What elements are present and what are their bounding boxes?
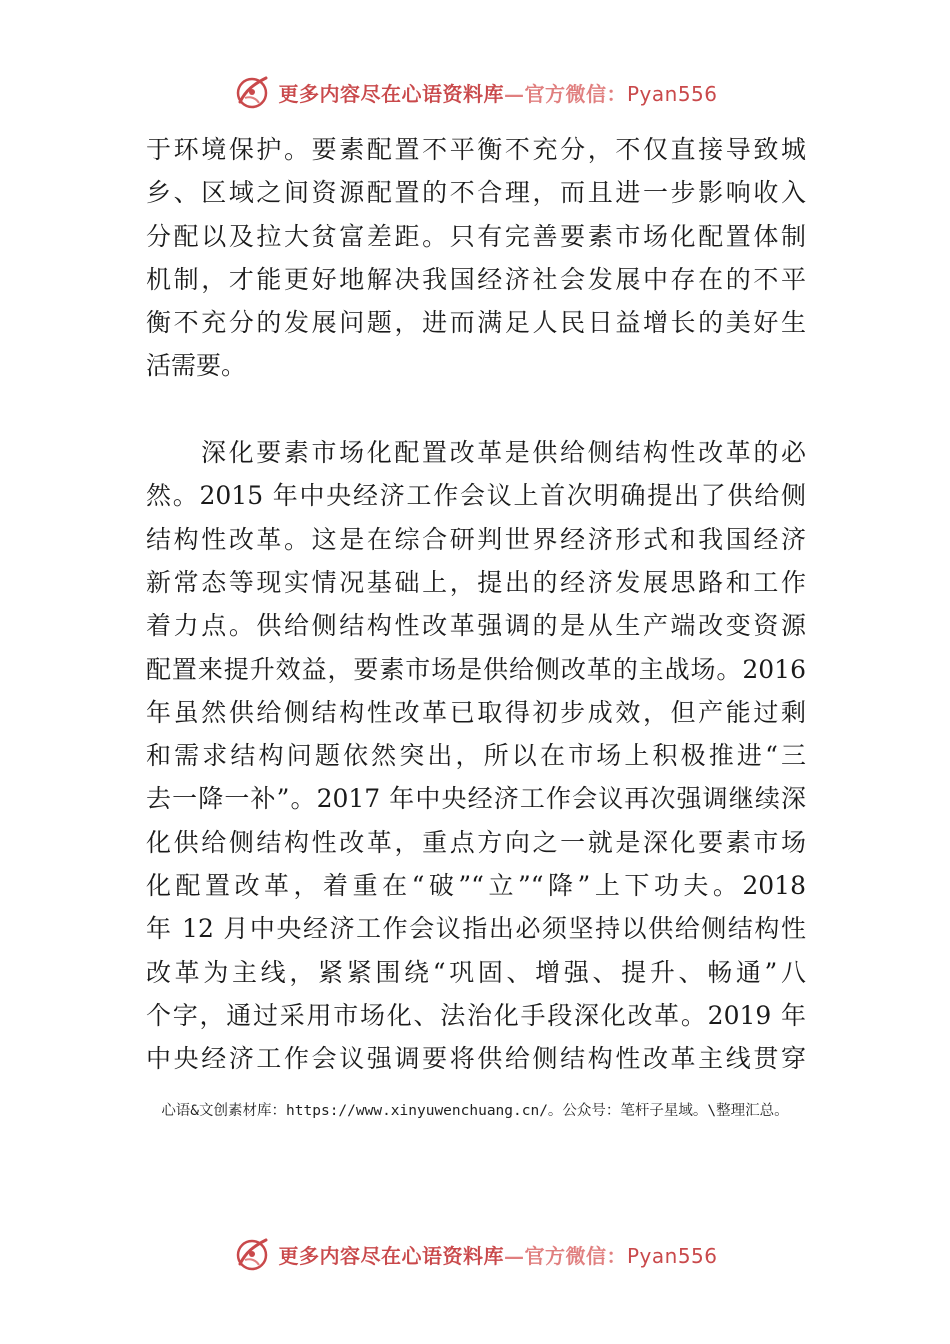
banner-text: 更多内容尽在心语资料库—官方微信：Pyan556 bbox=[278, 1243, 718, 1268]
text-line: 活需要。 bbox=[146, 351, 247, 381]
text-line: 衡不充分的发展问题，进而满足人民日益增长的美好生 bbox=[146, 308, 806, 338]
text-line: 和需求结构问题依然突出，所以在市场上积极推进“三 bbox=[146, 741, 806, 771]
footer-source-note: 心语&文创素材库：https://www.xinyuwenchuang.cn/。公众号：笔杆子星域。\整理汇总。 bbox=[161, 1103, 789, 1119]
text-line: 着力点。供给侧结构性改革强调的是从生产端改变资源 bbox=[146, 611, 806, 641]
text-line: 然。2015 年中央经济工作会议上首次明确提出了供给侧 bbox=[146, 481, 806, 511]
banner-text: 更多内容尽在心语资料库—官方微信：Pyan556 bbox=[278, 81, 718, 106]
text-line: 去一降一补”。2017 年中央经济工作会议再次强调继续深 bbox=[146, 784, 806, 814]
logo-icon bbox=[232, 72, 272, 112]
header-banner bbox=[0, 72, 950, 112]
text-line: 乡、区域之间资源配置的不合理，而且进一步影响收入 bbox=[146, 178, 806, 208]
text-line: 新常态等现实情况基础上，提出的经济发展思路和工作 bbox=[146, 567, 806, 597]
text-line: 中央经济工作会议强调要将供给侧结构性改革主线贯穿 bbox=[146, 1044, 806, 1074]
text-line: 结构性改革。这是在综合研判世界经济形式和我国经济 bbox=[146, 524, 806, 554]
document-body bbox=[146, 128, 806, 1081]
text-line: 分配以及拉大贫富差距。只有完善要素市场化配置体制 bbox=[146, 221, 806, 251]
text-line: 机制，才能更好地解决我国经济社会发展中存在的不平 bbox=[146, 264, 806, 294]
footer-banner bbox=[0, 1234, 950, 1274]
text-line: 年 12 月中央经济工作会议指出必须坚持以供给侧结构性 bbox=[146, 914, 806, 944]
text-line: 深化要素市场化配置改革是供给侧结构性改革的必 bbox=[201, 438, 806, 468]
paragraph-2 bbox=[146, 431, 806, 1080]
text-line: 化供给侧结构性改革，重点方向之一就是深化要素市场 bbox=[146, 827, 806, 857]
text-line: 配置来提升效益，要素市场是供给侧改革的主战场。2016 bbox=[146, 654, 806, 684]
text-line: 化配置改革，着重在“破”“立”“降”上下功夫。2018 bbox=[146, 871, 806, 901]
text-line: 年虽然供给侧结构性改革已取得初步成效，但产能过剩 bbox=[146, 697, 806, 727]
text-line: 个字，通过采用市场化、法治化手段深化改革。2019 年 bbox=[146, 1000, 806, 1030]
logo-icon bbox=[232, 1234, 272, 1274]
text-line: 改革为主线，紧紧围绕“巩固、增强、提升、畅通”八 bbox=[146, 957, 806, 987]
paragraph-1 bbox=[146, 128, 806, 388]
text-line: 于环境保护。要素配置不平衡不充分，不仅直接导致城 bbox=[146, 135, 806, 164]
